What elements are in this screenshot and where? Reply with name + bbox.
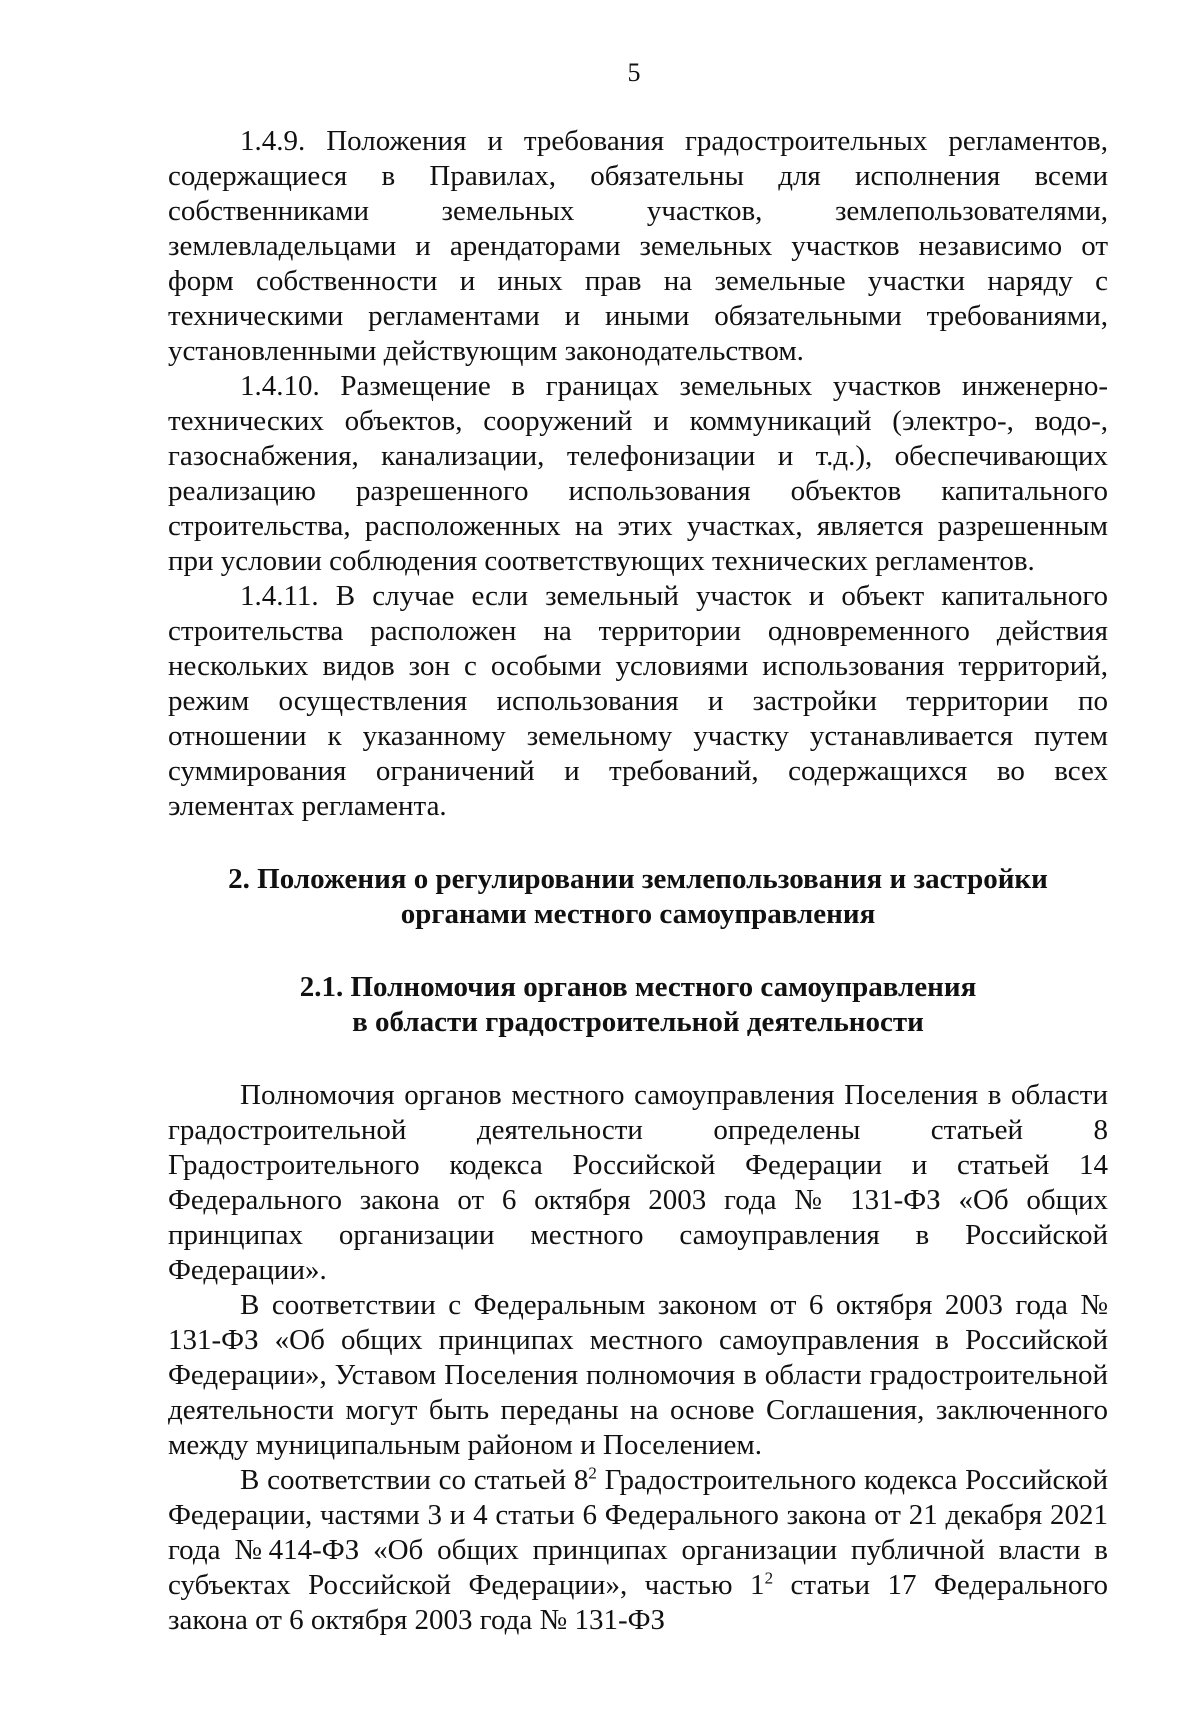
paragraph-1-4-11: 1.4.11. В случае если земельный участок и объект капитального строительства расположен на территории одновременного действия нескольких видов зон с особыми условиями использования территорий, режим осуществления использования и застройки территории по отношении к указанному земельному участку устанавливается путем суммирования ограничений и требований, содержащихся во всех элементах регламента. xyxy=(168,580,1108,822)
paragraph-article-8-2 xyxy=(168,1463,1108,1638)
subsection-heading xyxy=(168,970,1108,1040)
superscript-2: 2 xyxy=(588,1463,597,1483)
section-heading-line-1: 2. Положения о регулировании землепользования и застройки xyxy=(228,863,1048,895)
paragraph-article-8-2-part-b: Градостроительного кодекса Российской Федерации, частями 3 и 4 статьи 6 Федерального закона от 21 декабря 2021 года №414-ФЗ «Об общих принципах организации публичной власти в субъектах Российской Федерации», частью 1 xyxy=(168,1464,1108,1601)
paragraph-federal-law: В соответствии с Федеральным законом от 6 октября 2003 года № 131-ФЗ «Об общих принципах местного самоуправления в Российской Федерации», Уставом Поселения полномочия в области градостроительной деятельности могут быть переданы на основе Соглашения, заключенного между муниципальным районом и Поселением. xyxy=(168,1289,1108,1461)
section-heading-line-2: органами местного самоуправления xyxy=(400,898,876,930)
subsection-heading-line-1: 2.1. Полномочия органов местного самоуправления xyxy=(299,971,977,1003)
page-number: 5 xyxy=(627,58,641,87)
paragraph-1-4-9: 1.4.9. Положения и требования градостроительных регламентов, содержащиеся в Правилах, обязательны для исполнения всеми собственниками земельных участков, землепользователями, землевладельцами и арендаторами земельных участков независимо от форм собственности и иных прав на земельные участки наряду с техническими регламентами и иными обязательными требованиями, установленными действующим законодательством. xyxy=(168,125,1108,367)
section-heading xyxy=(168,862,1108,932)
superscript-2-part-1: 2 xyxy=(764,1568,774,1588)
paragraph-article-8-2-part-c: статьи 17 Федерального закона от 6 октября 2003 года № 131-ФЗ xyxy=(168,1569,1108,1636)
subsection-heading-line-2: в области градостроительной деятельности xyxy=(352,1006,924,1038)
document-body xyxy=(168,124,1108,1638)
paragraph-1-4-10: 1.4.10. Размещение в границах земельных участков инженерно-технических объектов, сооружений и коммуникаций (электро-, водо-, газоснабжения, канализации, телефонизации и т.д.), обеспечивающих реализацию разрешенного использования объектов капитального строительства, расположенных на этих участках, является разрешенным при условии соблюдения соответствующих технических регламентов. xyxy=(168,370,1108,577)
paragraph-powers: Полномочия органов местного самоуправления Поселения в области градостроительной деятельности определены статьей 8 Градостроительного кодекса Российской Федерации и статьей 14 Федерального закона от 6 октября 2003 года № 131-ФЗ «Об общих принципах организации местного самоуправления в Российской Федерации». xyxy=(168,1079,1108,1286)
paragraph-article-8-2-part-a: В соответствии со статьей 8 xyxy=(240,1464,589,1496)
